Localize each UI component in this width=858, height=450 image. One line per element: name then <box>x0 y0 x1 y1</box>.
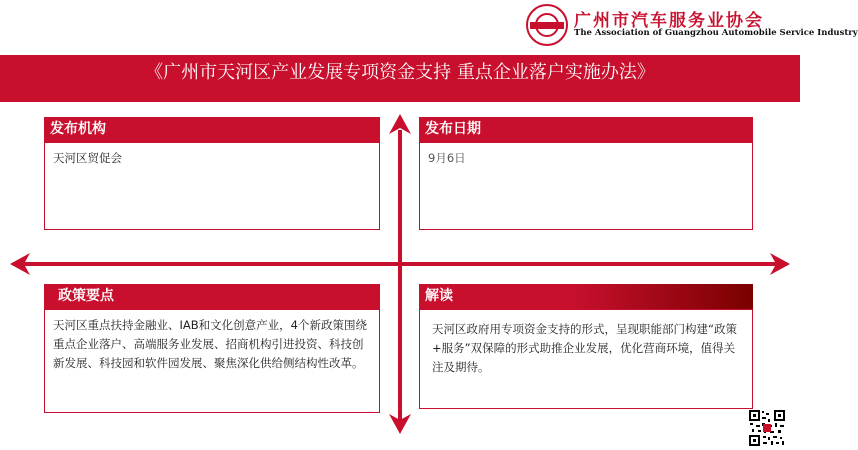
arrow-up-icon <box>389 114 411 134</box>
publisher-label: 发布机构 <box>50 121 106 137</box>
key-points-box <box>44 309 380 413</box>
publish-date-label: 发布日期 <box>425 121 481 137</box>
interpretation-label: 解读 <box>425 288 453 304</box>
publisher-box <box>44 142 380 230</box>
key-points-value: 天河区重点扶持金融业、IAB和文化创意产业，4个新政策围绕重点企业落户、高端服务业发展、招商机构引进投资、科技创新发展、科技园和软件园发展、聚焦深化供给侧结构性改革。 <box>53 318 367 370</box>
org-name-en: The Association of Guangzhou Automobile Service Industry <box>574 28 858 38</box>
publisher-header <box>44 117 380 142</box>
interpretation-header <box>419 284 753 309</box>
publish-date-value: 9月6日 <box>428 151 466 165</box>
interpretation-box <box>419 309 753 409</box>
interpretation-value: 天河区政府用专项资金支持的形式，呈现职能部门构建“政策+服务”双保障的形式助推企业发展，优化营商环境，值得关注及期待。 <box>432 322 737 374</box>
arrow-right-icon <box>770 253 790 275</box>
publish-date-box <box>419 142 753 230</box>
publisher-value: 天河区贸促会 <box>53 151 122 165</box>
arrow-down-icon <box>389 414 411 434</box>
qr-code-icon <box>748 409 786 447</box>
vertical-double-arrow-icon <box>392 116 408 434</box>
page-title: 《广州市天河区产业发展专项资金支持 重点企业落户实施办法》 <box>145 62 655 83</box>
arrow-left-icon <box>10 253 30 275</box>
org-name-cn: 广州市汽车服务业协会 <box>574 11 764 31</box>
key-points-header <box>44 284 380 309</box>
key-points-label: 政策要点 <box>58 288 114 304</box>
publish-date-header <box>419 117 753 142</box>
association-seal-icon <box>526 4 568 46</box>
